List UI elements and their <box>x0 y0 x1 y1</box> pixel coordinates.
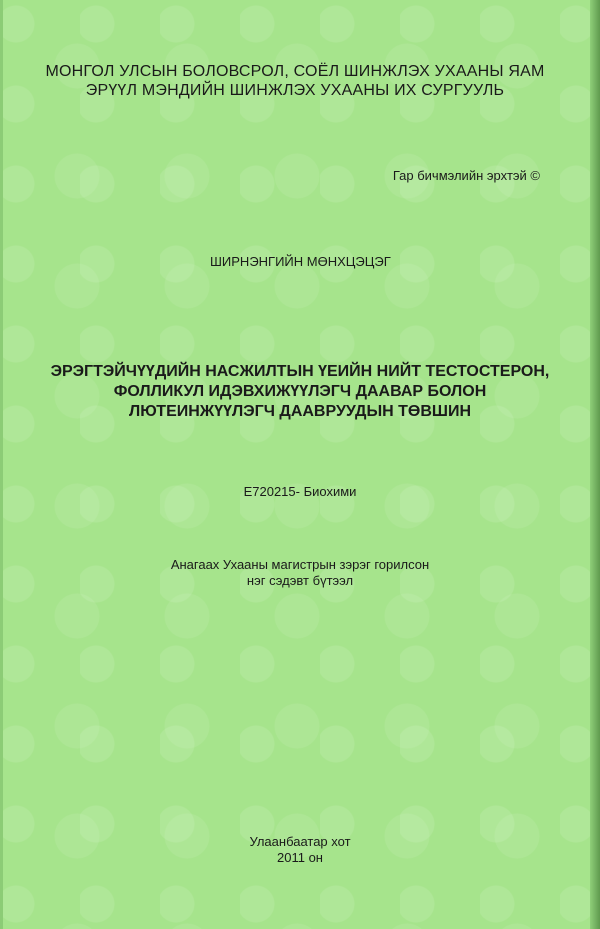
publication-year: 2011 он <box>277 850 323 865</box>
university-name: ЭРҮҮЛ МЭНДИЙН ШИНЖЛЭХ УХААНЫ ИХ СУРГУУЛЬ <box>85 82 505 99</box>
specialty-code: E720215- Биохими <box>243 484 357 499</box>
thesis-title-line-2: ФОЛЛИКУЛ ИДЭВХИЖҮҮЛЭГЧ ДААВАР БОЛОН <box>113 383 487 400</box>
thesis-title-line-3: ЛЮТЕИНЖҮҮЛЭГЧ ДААВРУУДЫН ТӨВШИН <box>128 403 472 420</box>
degree-line-1: Анагаах Ухааны магистрын зэрэг горилсон <box>170 557 430 572</box>
author-name: ШИРНЭНГИЙН МӨНХЦЭЦЭГ <box>210 254 391 269</box>
copyright-notice: Гар бичмэлийн эрхтэй © <box>392 168 540 183</box>
city-name: Улаанбаатар хот <box>249 834 351 849</box>
cover-right-edge <box>590 0 600 929</box>
degree-line-2: нэг сэдэвт бүтээл <box>246 573 354 588</box>
thesis-title-line-1: ЭРЭГТЭЙЧҮҮДИЙН НАСЖИЛТЫН ҮЕИЙН НИЙТ ТЕСТОСТЕРОН, <box>50 363 550 380</box>
cover-left-edge <box>0 0 3 929</box>
ministry-name: МОНГОЛ УЛСЫН БОЛОВСРОЛ, СОЁЛ ШИНЖЛЭХ УХААНЫ ЯАМ <box>45 63 545 80</box>
